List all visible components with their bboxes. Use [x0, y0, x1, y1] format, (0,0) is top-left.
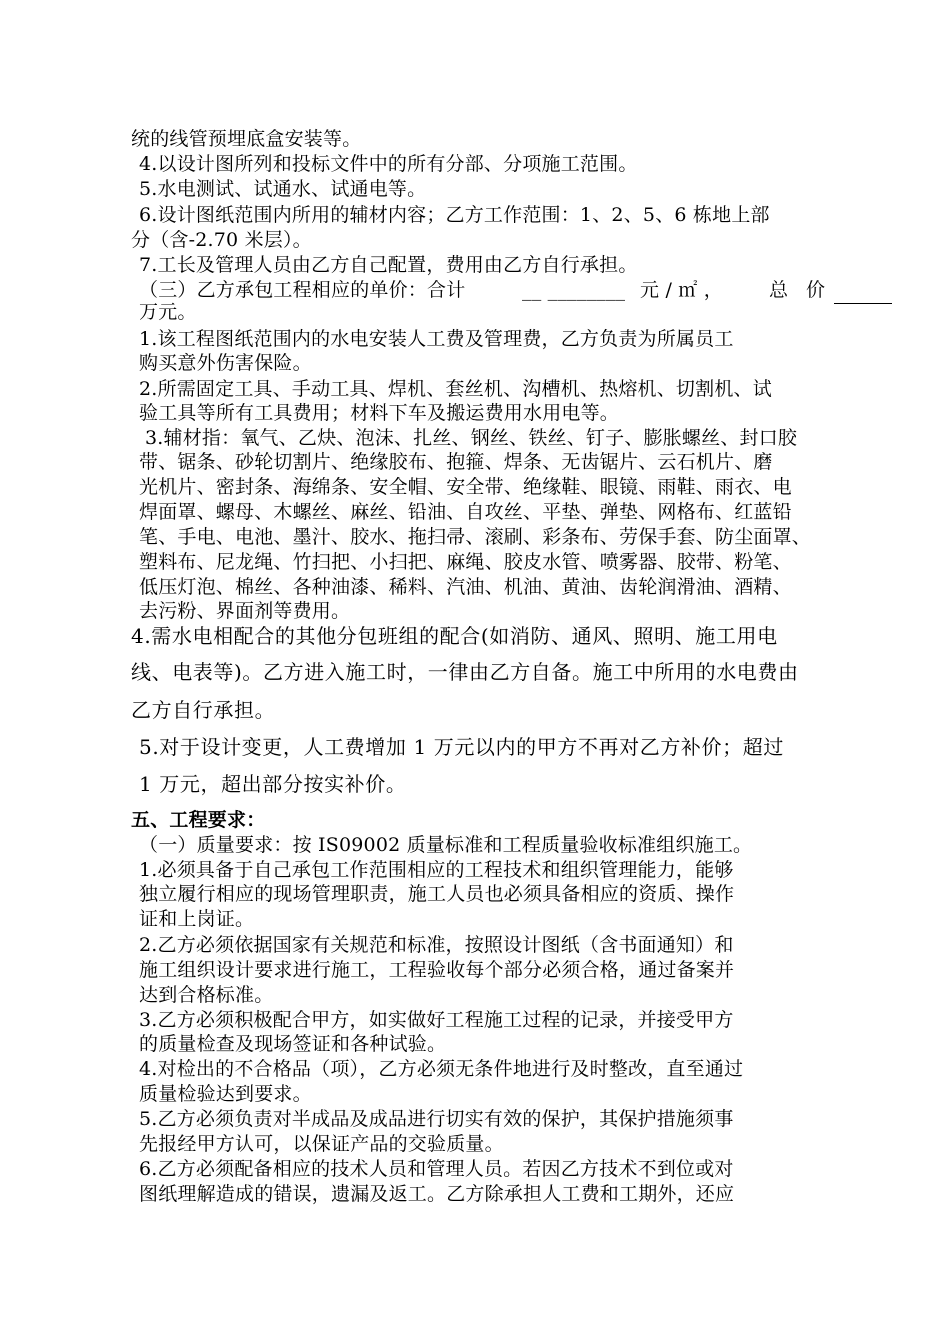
section5-line: 图纸理解造成的错误，遗漏及返工。乙方除承担人工费和工期外，还应 [139, 1183, 735, 1205]
price-item-line: 1.该工程图纸范围内的水电安装人工费及管理费，乙方负责为所属员工 [139, 328, 734, 350]
price-item-line: 3.辅材指：氧气、乙炔、泡沫、扎丝、钢丝、铁丝、钉子、膨胀螺丝、封口胶 [145, 427, 798, 449]
section5-line: （一）质量要求：按 IS09002 质量标准和工程质量验收标准组织施工。 [139, 834, 753, 856]
section5-line: 先报经甲方认可，以保证产品的交验质量。 [139, 1133, 504, 1155]
unit-price-blank: __ ________ [522, 279, 626, 301]
total-price-label: 总 价 [769, 279, 832, 301]
scope-line-5: 分（含-2.70 米层）。 [131, 229, 312, 251]
price-item-line: 带、锯条、砂轮切割片、绝缘胶布、抱箍、焊条、无齿锯片、云石机片、磨 [139, 451, 773, 473]
section5-line: 2.乙方必须依据国家有关规范和标准，按照设计图纸（含书面通知）和 [139, 934, 734, 956]
section5-line: 4.对检出的不合格品（项），乙方必须无条件地进行及时整改，直至通过 [139, 1058, 744, 1080]
item4-line: 乙方自行承担。 [131, 698, 276, 722]
section5-line: 6.乙方必须配备相应的技术人员和管理人员。若因乙方技术不到位或对 [139, 1158, 734, 1180]
scope-line-2: 4.以设计图所列和投标文件中的所有分部、分项施工范围。 [139, 153, 638, 175]
unit-price-continuation: 万元。 [139, 301, 197, 323]
price-item-line: 低压灯泡、棉丝、各种油漆、稀料、汽油、机油、黄油、齿轮润滑油、酒精、 [139, 576, 792, 598]
scope-line-6: 7.工长及管理人员由乙方自己配置，费用由乙方自行承担。 [139, 254, 638, 276]
price-item-line: 验工具等所有工具费用；材料下车及搬运费用水用电等。 [139, 402, 620, 424]
price-item-line: 去污粉、界面剂等费用。 [139, 600, 351, 622]
total-price-blank-line [834, 303, 892, 304]
item5-line: 5.对于设计变更，人工费增加 1 万元以内的甲方不再对乙方补价；超过 [139, 735, 784, 759]
item4-line: 线、电表等)。乙方进入施工时，一律由乙方自备。施工中所用的水电费由 [131, 660, 799, 684]
price-item-line: 2.所需固定工具、手动工具、焊机、套丝机、沟槽机、热熔机、切割机、试 [139, 378, 772, 400]
section5-line: 的质量检查及现场签证和各种试验。 [139, 1033, 447, 1055]
scope-line-1: 统的线管预埋底盒安装等。 [131, 128, 362, 150]
price-item-line: 光机片、密封条、海绵条、安全帽、安全带、绝缘鞋、眼镜、雨鞋、雨衣、电 [139, 476, 792, 498]
section5-line: 5.乙方必须负责对半成品及成品进行切实有效的保护，其保护措施须事 [139, 1108, 734, 1130]
price-item-line: 笔、手电、电池、墨汁、胶水、拖扫帚、滚刷、彩条布、劳保手套、防尘面罩、 [139, 526, 812, 548]
scope-line-4: 6.设计图纸范围内所用的辅材内容；乙方工作范围：1、2、5、6 栋地上部 [139, 204, 770, 226]
section5-line: 施工组织设计要求进行施工，工程验收每个部分必须合格，通过备案并 [139, 959, 735, 981]
section5-line: 3.乙方必须积极配合甲方，如实做好工程施工过程的记录，并接受甲方 [139, 1009, 734, 1031]
item5-line: 1 万元，超出部分按实补价。 [139, 772, 407, 796]
section-heading: 五、工程要求： [131, 809, 266, 831]
price-item-line: 塑料布、尼龙绳、竹扫把、小扫把、麻绳、胶皮水管、喷雾器、胶带、粉笔、 [139, 551, 792, 573]
section5-line: 独立履行相应的现场管理职责，施工人员也必须具备相应的资质、操作 [139, 883, 735, 905]
section5-line: 达到合格标准。 [139, 984, 274, 1006]
scope-line-3: 5.水电测试、试通水、试通电等。 [139, 178, 427, 200]
price-item-line: 焊面罩、螺母、木螺丝、麻丝、铅油、自攻丝、平垫、弹垫、网格布、红蓝铅 [139, 501, 792, 523]
unit-price-unit: 元 / ㎡ ， [640, 279, 723, 301]
price-item-line: 购买意外伤害保险。 [139, 352, 312, 374]
section5-line: 证和上岗证。 [139, 908, 255, 930]
item4-line: 4.需水电相配合的其他分包班组的配合(如消防、通风、照明、施工用电 [131, 624, 778, 648]
section5-line: 质量检验达到要求。 [139, 1083, 312, 1105]
unit-price-prefix: （三）乙方承包工程相应的单价：合计 [139, 279, 466, 301]
section5-line: 1.必须具备于自己承包工作范围相应的工程技术和组织管理能力，能够 [139, 859, 734, 881]
